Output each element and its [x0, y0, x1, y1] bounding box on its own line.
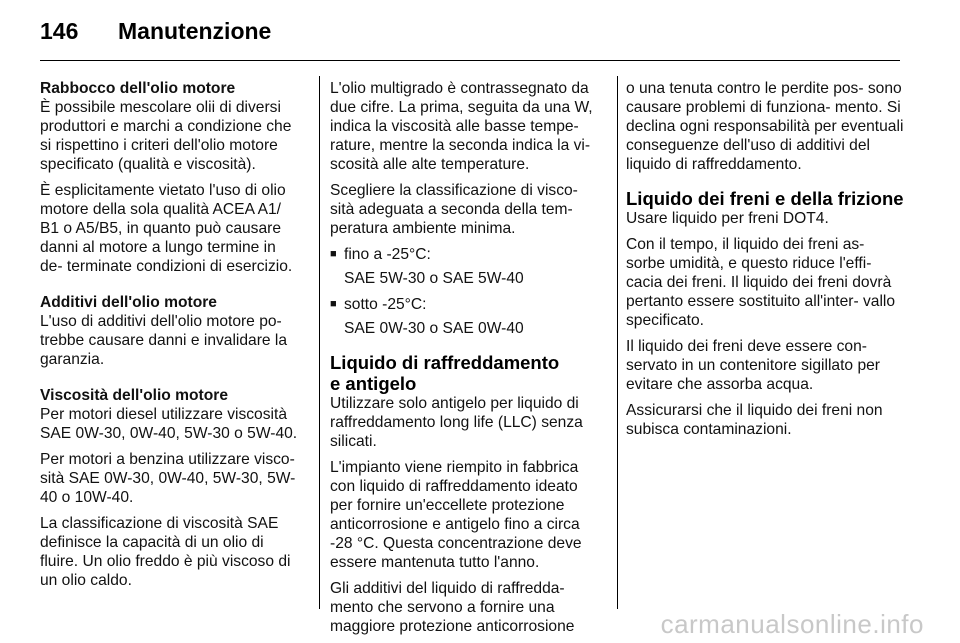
heading-line: Liquido di raffreddamento: [330, 352, 560, 373]
paragraph: Utilizzare solo antigelo per liquido di raffreddamento long life (LLC) senza silicati.: [330, 395, 583, 450]
paragraph: La classificazione di viscosità SAE definisce la capacità di un olio di fluire. Un olio freddo è più viscoso di un olio caldo.: [40, 515, 291, 589]
bullet-item: ■ fino a -25°C:: [330, 245, 604, 264]
column-middle: [330, 79, 604, 643]
paragraph: L'impianto viene riempito in fabbrica con liquido di raffreddamento ideato per fornire un'eccellete protezione anticorrosione e antigelo fino a circa -28 °C. Questa concentrazione deve essere mantenuta tutto l'anno.: [330, 459, 582, 571]
section-heading-liquido-raffreddamento: [330, 352, 604, 394]
paragraph: Gli additivi del liquido di raffredda- mento che servono a fornire una maggiore protezione anticorrosione: [330, 580, 575, 635]
paragraph: Per motori diesel utilizzare viscosità SAE 0W-30, 0W-40, 5W-30 o 5W-40.: [40, 406, 298, 442]
paragraph: L'uso di additivi dell'olio motore po- trebbe causare danni e invalidare la garanzia.: [40, 313, 288, 368]
paragraph: L'olio multigrado è contrassegnato da due cifre. La prima, seguita da una W, indica la viscosità alle basse tempe- rature, mentre la seconda indica la vi- scosità alle alte temperature.: [330, 80, 593, 173]
paragraph: È esplicitamente vietato l'uso di olio motore della sola qualità ACEA A1/ B1 o A5/B5, in quanto può causare danni al motore a lungo termine in de- terminate condizioni di esercizio.: [40, 182, 293, 275]
paragraph: Il liquido dei freni deve essere con- servato in un contenitore sigillato per evitare che assorba acqua.: [626, 338, 880, 393]
page-title: Manutenzione: [118, 18, 272, 44]
page-header: [40, 18, 271, 45]
subheading-viscosita: Viscosità dell'olio motore: [40, 387, 228, 404]
paragraph: Per motori a benzina utilizzare visco- sità SAE 0W-30, 0W-40, 5W-30, 5W-40 o 10W-40.: [40, 451, 296, 506]
column-divider: [319, 76, 320, 609]
bullet-value: SAE 5W-30 o SAE 5W-40: [344, 270, 524, 287]
subheading-rabbocco: Rabbocco dell'olio motore: [40, 80, 236, 97]
subheading-additivi: Additivi dell'olio motore: [40, 294, 217, 311]
paragraph: Con il tempo, il liquido dei freni as- sorbe umidità, e questo riduce l'effi- cacia dei freni. Il liquido dei freni dovrà pertanto essere sostituito all'inter- vallo specificato.: [626, 236, 896, 329]
column-left: [40, 79, 302, 597]
page-number: 146: [40, 18, 79, 44]
bullet-value: SAE 0W-30 o SAE 0W-40: [344, 320, 524, 337]
heading-line: e antigelo: [330, 373, 417, 394]
bullet-item: ■ sotto -25°C:: [330, 295, 604, 314]
paragraph: Usare liquido per freni DOT4.: [626, 210, 829, 227]
column-right: [626, 79, 904, 446]
paragraph: È possibile mescolare olii di diversi produttori e marchi a condizione che si rispettino i criteri dell'olio motore specificato (qualità e viscosità).: [40, 99, 292, 173]
paragraph: Scegliere la classificazione di visco- sità adeguata a seconda della tem- peratura ambiente minima.: [330, 182, 578, 237]
watermark: carmanualsonline.info: [660, 609, 924, 639]
section-heading-liquido-freni: Liquido dei freni e della frizione: [626, 188, 904, 209]
paragraph: o una tenuta contro le perdite pos- sono causare problemi di funziona- mento. Si declina ogni responsabilità per eventuali conseguenze dell'uso di additivi del liquido di raffreddamento.: [626, 80, 904, 173]
paragraph: Assicurarsi che il liquido dei freni non subisca contaminazioni.: [626, 402, 883, 438]
header-rule: [40, 60, 900, 61]
column-divider: [617, 76, 618, 609]
